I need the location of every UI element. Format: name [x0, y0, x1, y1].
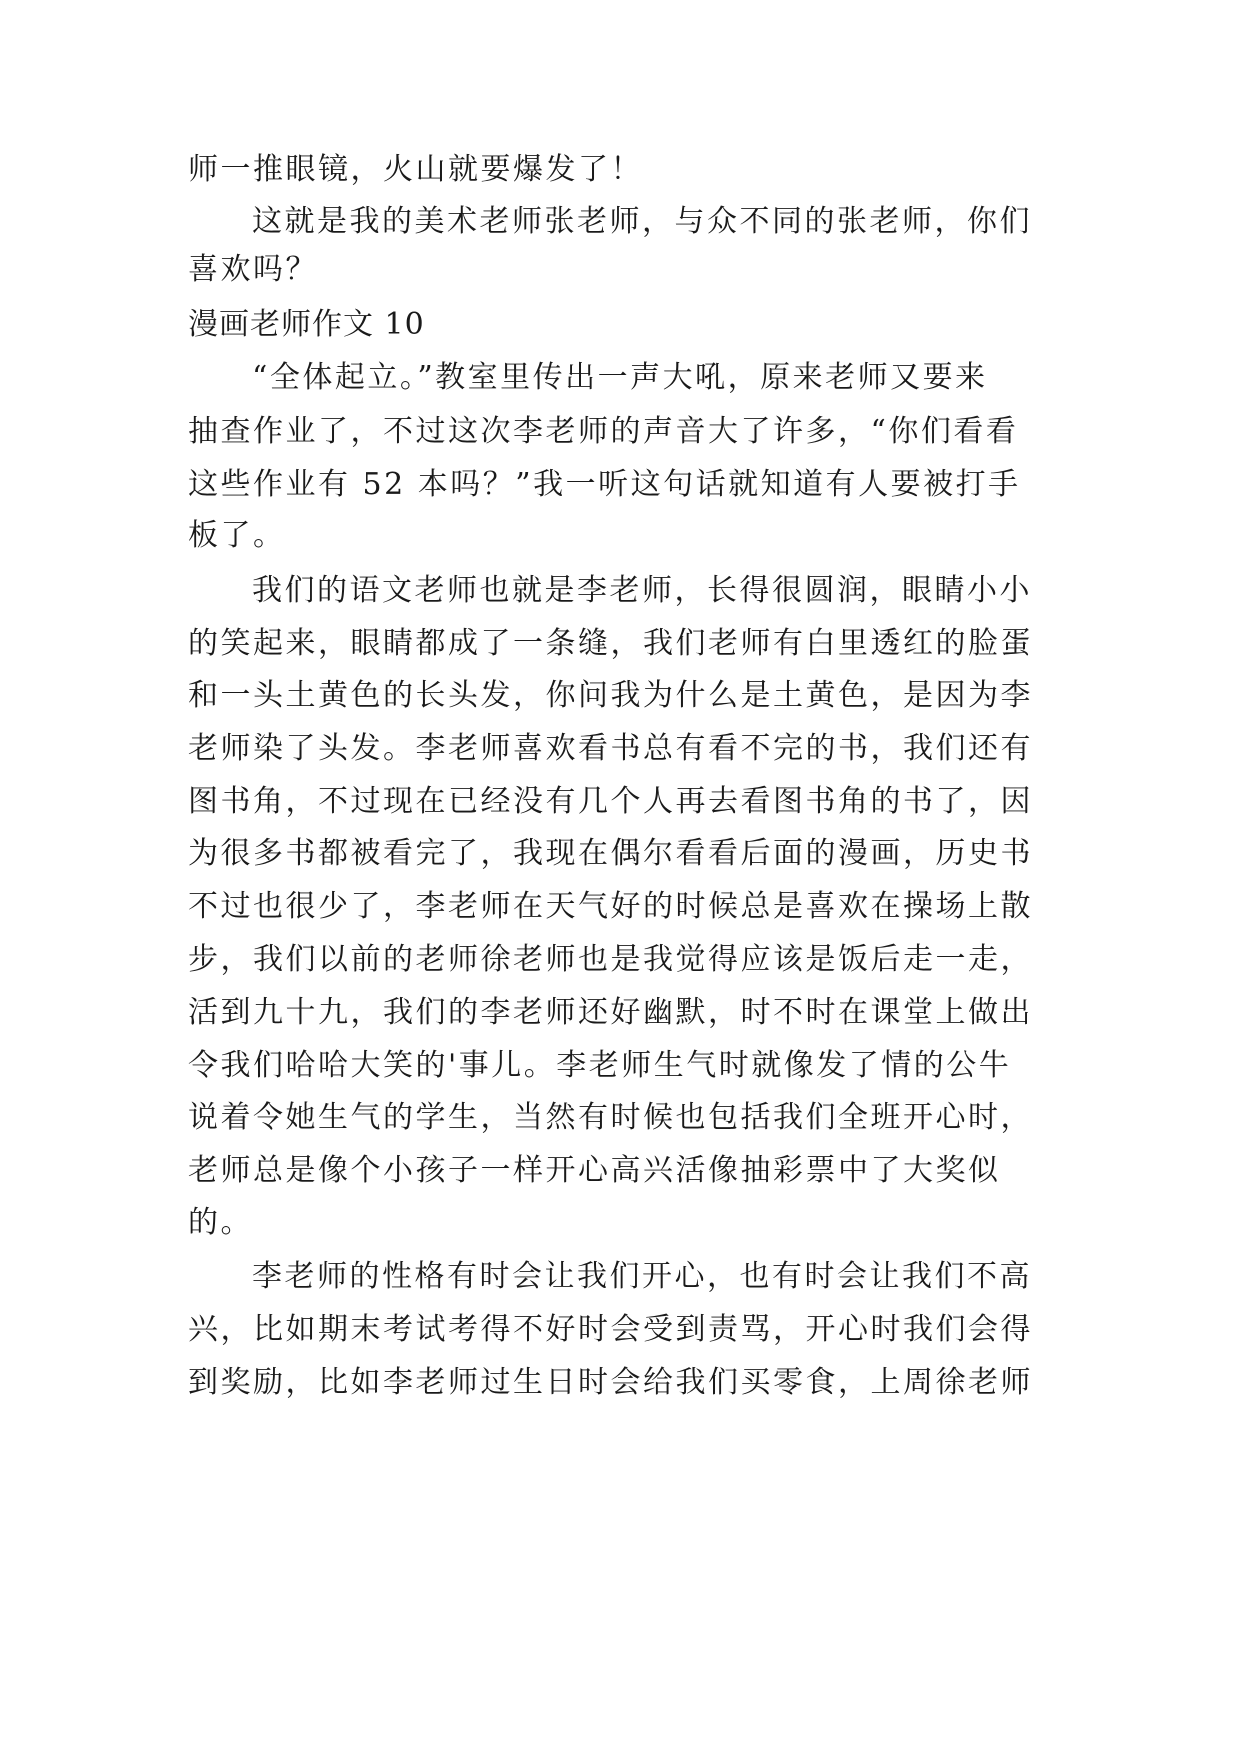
text-line: 的笑起来，眼睛都成了一条缝，我们老师有白里透红的脸蛋	[188, 626, 1033, 661]
section-heading: 漫画老师作文 10	[188, 307, 425, 342]
text-line: 令我们哈哈大笑的'事儿。李老师生气时就像发了情的公牛	[188, 1048, 1012, 1083]
text-line: 板了。	[188, 518, 286, 553]
text-line: 这就是我的美术老师张老师，与众不同的张老师，你们	[252, 204, 1032, 239]
text-line: 步，我们以前的老师徐老师也是我觉得应该是饭后走一走，	[188, 942, 1033, 977]
text-line: 活到九十九，我们的李老师还好幽默，时不时在课堂上做出	[188, 995, 1033, 1030]
text-line: 和一头土黄色的长头发，你问我为什么是土黄色，是因为李	[188, 678, 1033, 713]
text-line: 师一推眼镜，火山就要爆发了！	[188, 152, 643, 187]
text-line: 老师染了头发。李老师喜欢看书总有看不完的书，我们还有	[188, 731, 1033, 766]
text-line: 到奖励，比如李老师过生日时会给我们买零食，上周徐老师	[188, 1365, 1033, 1400]
text-line: “全体起立。”教室里传出一声大吼，原来老师又要来	[252, 360, 988, 395]
text-line: 喜欢吗？	[188, 252, 318, 287]
text-line: 图书角，不过现在已经没有几个人再去看图书角的书了，因	[188, 784, 1033, 819]
text-line: 兴，比如期末考试考得不好时会受到责骂，开心时我们会得	[188, 1312, 1033, 1347]
text-line: 我们的语文老师也就是李老师，长得很圆润，眼睛小小	[252, 573, 1032, 608]
text-line: 不过也很少了，李老师在天气好的时候总是喜欢在操场上散	[188, 889, 1033, 924]
text-line: 说着令她生气的学生，当然有时候也包括我们全班开心时，	[188, 1100, 1033, 1135]
text-line: 老师总是像个小孩子一样开心高兴活像抽彩票中了大奖似	[188, 1153, 1001, 1188]
text-line: 抽查作业了，不过这次李老师的声音大了许多，“你们看看	[188, 414, 1019, 449]
text-line: 李老师的性格有时会让我们开心，也有时会让我们不高	[252, 1259, 1032, 1294]
text-line: 的。	[188, 1205, 253, 1240]
text-line: 这些作业有 52 本吗？”我一听这句话就知道有人要被打手	[188, 467, 1021, 502]
text-line: 为很多书都被看完了，我现在偶尔看看后面的漫画，历史书	[188, 836, 1033, 871]
